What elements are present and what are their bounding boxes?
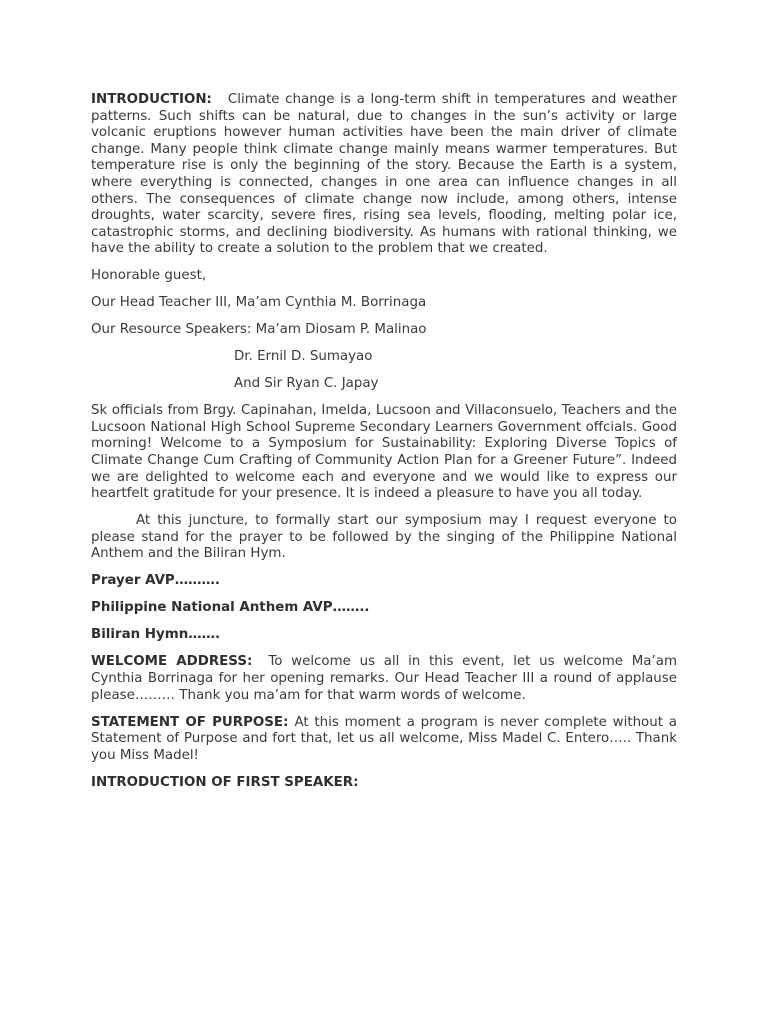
introduction-paragraph <box>91 92 677 258</box>
welcome-address-paragraph <box>91 654 677 704</box>
speaker-line-2: Dr. Ernil D. Sumayao <box>234 349 373 365</box>
hymn-item: Biliran Hymn……. <box>91 627 221 643</box>
welcome-address-text: To welcome us all in this event, let us welcome Ma’am Cynthia Borrinaga for her opening remarks. Our Head Teacher III a round of applause please……… Thank you ma’am for that warm words of welcome. <box>91 654 678 703</box>
speaker-line-3: And Sir Ryan C. Japay <box>234 376 379 392</box>
anthem-item: Philippine National Anthem AVP…….. <box>91 600 370 616</box>
introduction-heading: INTRODUCTION: <box>91 92 212 107</box>
document-page <box>91 92 677 802</box>
welcome-paragraph: Sk officials from Brgy. Capinahan, Imelda, Lucsoon and Villaconsuelo, Teachers and the Lucsoon National High School Supreme Secondary Learners Government offcials. Good morning! Welcome to a Symposium for Sustainability: Exploring Diverse Topics of Climate Change Cum Crafting of Community Action Plan for a Greener Future”. Indeed we are delighted to welcome each and everyone and we would like to express our heartfelt gratitude for your presence. It is indeed a pleasure to have you all today. <box>91 403 677 502</box>
honorable-guest-line: Honorable guest, <box>91 268 207 284</box>
welcome-address-heading: WELCOME ADDRESS: <box>91 654 253 670</box>
first-speaker-heading: INTRODUCTION OF FIRST SPEAKER: <box>91 774 359 790</box>
juncture-paragraph: At this juncture, to formally start our symposium may I request everyone to please stand for the prayer to be followed by the singing of the Philippine National Anthem and the Biliran Hym. <box>91 513 677 562</box>
statement-of-purpose-heading: STATEMENT OF PURPOSE: <box>91 714 289 730</box>
first-speaker-paragraph <box>91 775 677 792</box>
statement-of-purpose-paragraph <box>91 715 677 765</box>
statement-of-purpose-text: At this moment a program is never complete without a Statement of Purpose and fort that, let us all welcome, Miss Madel C. Entero….. Thank you Miss Madel! <box>91 714 677 763</box>
prayer-item: Prayer AVP………. <box>91 573 221 589</box>
head-teacher-line: Our Head Teacher III, Ma’am Cynthia M. Borrinaga <box>91 295 427 311</box>
resource-speakers-line: Our Resource Speakers: Ma’am Diosam P. Malinao <box>91 322 427 338</box>
introduction-text: Climate change is a long-term shift in temperatures and weather patterns. Such shifts can be natural, due to changes in the sun’s activity or large volcanic eruptions however human activities have been the main driver of climate change. Many people think climate change mainly means warmer temperatures. But temperature rise is only the beginning of the story. Because the Earth is a system, where everything is connected, changes in one area can influence changes in all others. The consequences of climate change now include, among others, intense droughts, water scarcity, severe fires, rising sea levels, flooding, melting polar ice, catastrophic storms, and declining biodiversity. As humans with rational thinking, we have the ability to create a solution to the problem that we created. <box>91 92 677 257</box>
